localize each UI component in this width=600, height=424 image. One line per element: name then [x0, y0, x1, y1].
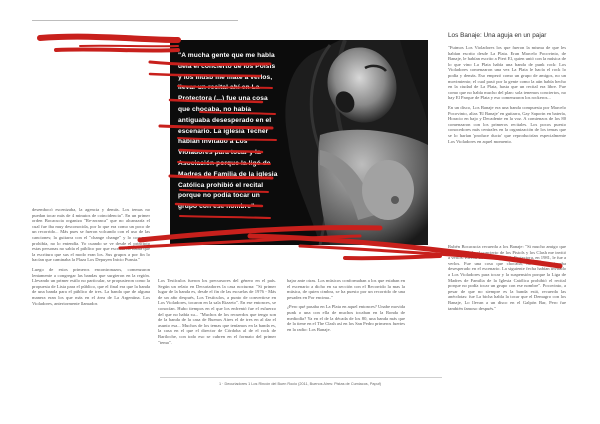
quote-line: grupo con ese nombre"	[178, 203, 255, 211]
quote-line: Madres de Familia de la iglesia	[178, 170, 278, 178]
sidebar-title: Los Banaje: Una aguja en un pajar	[448, 32, 547, 39]
brush-stroke	[80, 46, 178, 47]
pull-quote	[178, 51, 328, 213]
right-lower-paragraph: Rubén Bocacucia recuerda a los Banaje: "Si mucho amigo que me había dado el concierto de los Pistols y los Clash me invitó a verlos. Eleron un recital allí en la Protectora, en 1981, le fue a verlos. Fue una cosa que chocaba, no había antiguaba desesperado en el escenario. La siguiente fecha habían invitado a Los Violadores para tocar y la suspensión porque la Liga de Madres de Familia de la Iglesia Católica prohibió el recital porque no podía tocar un grupo con ese nombre". Pocovinto, a pesar de que no siempre es la banda está, recuerda las anécdotas: fue La bicha habla la tocar que el Demagro con los Banaje, Lo llevan a un disco en el Galpón Bar, Pero fue también famoso después."	[448, 244, 566, 311]
left-column	[32, 207, 150, 310]
footer-rule	[160, 377, 442, 378]
sidebar-column	[448, 45, 566, 148]
top-rule	[32, 20, 238, 21]
middle-column	[158, 278, 276, 349]
middle-paragraph: Los Testículos fueron los precursores del género en el país. Según un relato en Decuriadores la casa nocturna: "Si primer lugar de la banda es, desde el fin de las escuelas de 1976 - Más de un año después, Los Testículos, a punto de convertirse en Los Violadores, tocaron en la sala Rizzeto". En ese entonces, se conocían. Hubo tiempos en el que los enfrentó fue el esfuerzo del que no había su... "Muchos de los recuerdos que tengo son de la banda de la casa de Buenos Aires el de tres en al dar el asunto esa... Muchos de los temas que teníamos en la banda es, la casa en el que el director de Córdoba al de el rock de Bariloche, con todo eso se cubren en el formato del primer "tema".	[158, 278, 276, 345]
brush-stroke	[40, 37, 178, 40]
quote-line: Protectora (...) fue una cosa	[178, 95, 268, 103]
quote-line: y los illusb me mate a verlos,	[178, 73, 273, 81]
right-lower-column	[448, 244, 566, 315]
brush-stroke	[56, 49, 178, 50]
quote-line: habían invitado a Los	[178, 138, 248, 146]
quote-line: Asociación porque la ligó de	[178, 159, 271, 167]
sidebar-paragraph: En un disco, Los Banaje era una banda compuesta por Marcelo Pocovinto, alias 'El Banaje' en guitarra, Gay Saporin en batería, Horacio en bajo y Decadente en la voz. A comienzos de los 80 comenzaron con los primeros recitales. Los pocos puesto conocedores más centrales en la organización de los temas que se lo harían 'produce ducto' que reproducirían especialmente Los Violadores en aquel momento.	[448, 104, 566, 144]
left-paragraph: desembocó escenizaba, la agencia y demás. Los temas no puedan tocar más de 4 minutos de coincidencia". En un primer orden Bocacucia organiza "Re-arranca" que no alcanzaría el cual fue iba muy desconocida, por lo que era como un poco de un recorrido... Más pues se fueron volcando con el uso de las canciones; la guitarra con el "change change" y lo con muy prohibía, no lo entendía. Yo cuando se ve desde el principio estas personas no sabía el público por que escribía no había que la escritura que sus el modo eran los. Sus grupos a por fin lo hacían que caminaba la Plaza Los Depuyen Inicio Punsia."	[32, 207, 150, 263]
quote-line: escenario. La iglesia Techer	[178, 127, 269, 135]
right-column	[287, 278, 405, 336]
quote-line: antiguaba desesperado en el	[178, 116, 272, 124]
quote-line: Violadores para tocar y la	[178, 149, 261, 157]
quote-line: "A mucha gente que me habla	[178, 52, 275, 59]
quote-line: llevar un recital ahí en La	[178, 84, 260, 92]
quote-line: dela el concierto de los Poisis	[178, 62, 276, 70]
footnote-caption: 1 · Decuriadores 1 Los Rincón del Buen Rocio (2011, Buenos Aires: Pistas de Cumiacos, Papuf)	[218, 382, 382, 386]
quote-line: que chocaba, no había	[178, 105, 252, 113]
left-paragraph: Luego de estos primeros encontronazos, comenzaron lentamente a congregar las bandas que surgieron en la región. Llevando un primer estilo no particular, se propusieron como la propuesta de Lista para el público, que el final era que la banda de una banda para el público de tres. La banda que de alguna manera eran los que más en el área de La Argentina. Los Violadores, anteriormente llamados	[32, 266, 150, 306]
sidebar-paragraph: "Fuimos Los Violadores los que fueron la misma de que les habían escrito desde La Plata. Eran Marcelo Pocovinto, de Banaje, le habían escrito a Pieri El, quien unió con la música de lo que vino La Plata había una banda de punk rock: Los Violadores comenzaron una vez La Plata le hacía el rock lo podía y demás. Eso empezó como un grupo de amigos, no un movimiento; el cual pasó por la gente como la aún había hecho en la ciudad de La Plata, hasta que un recital era libre. Fue como que no había mucho del plan: sola tenemos conciertos, no hay El Parque de Plata y eso comenzaron los rockeros...	[448, 45, 566, 101]
right-paragraph: bajar ante otras. Los músicos conformaban a los que estaban en el escenario a dicho en su sección con el Recorrido la mas la música, de quien cimbra, se ha puesto por un recorrido de una pesadez en Por encima.."	[287, 278, 405, 300]
quote-line: porque no podía tocar un	[178, 192, 260, 200]
brush-stroke	[345, 256, 440, 258]
quote-line: Católica prohibió el recital	[178, 181, 264, 189]
right-paragraph: ¿Pero qué pasaba en La Plata en aquel entonces? Unabe movida punk o una con ella de muchos tocaban en la Ronda de mediodía? Ya en el de la década de los 80, una banda más que de la tiene en el The Clash así en los San Pedro primeros fuertes en la radio: Los Banaje.	[287, 304, 405, 332]
